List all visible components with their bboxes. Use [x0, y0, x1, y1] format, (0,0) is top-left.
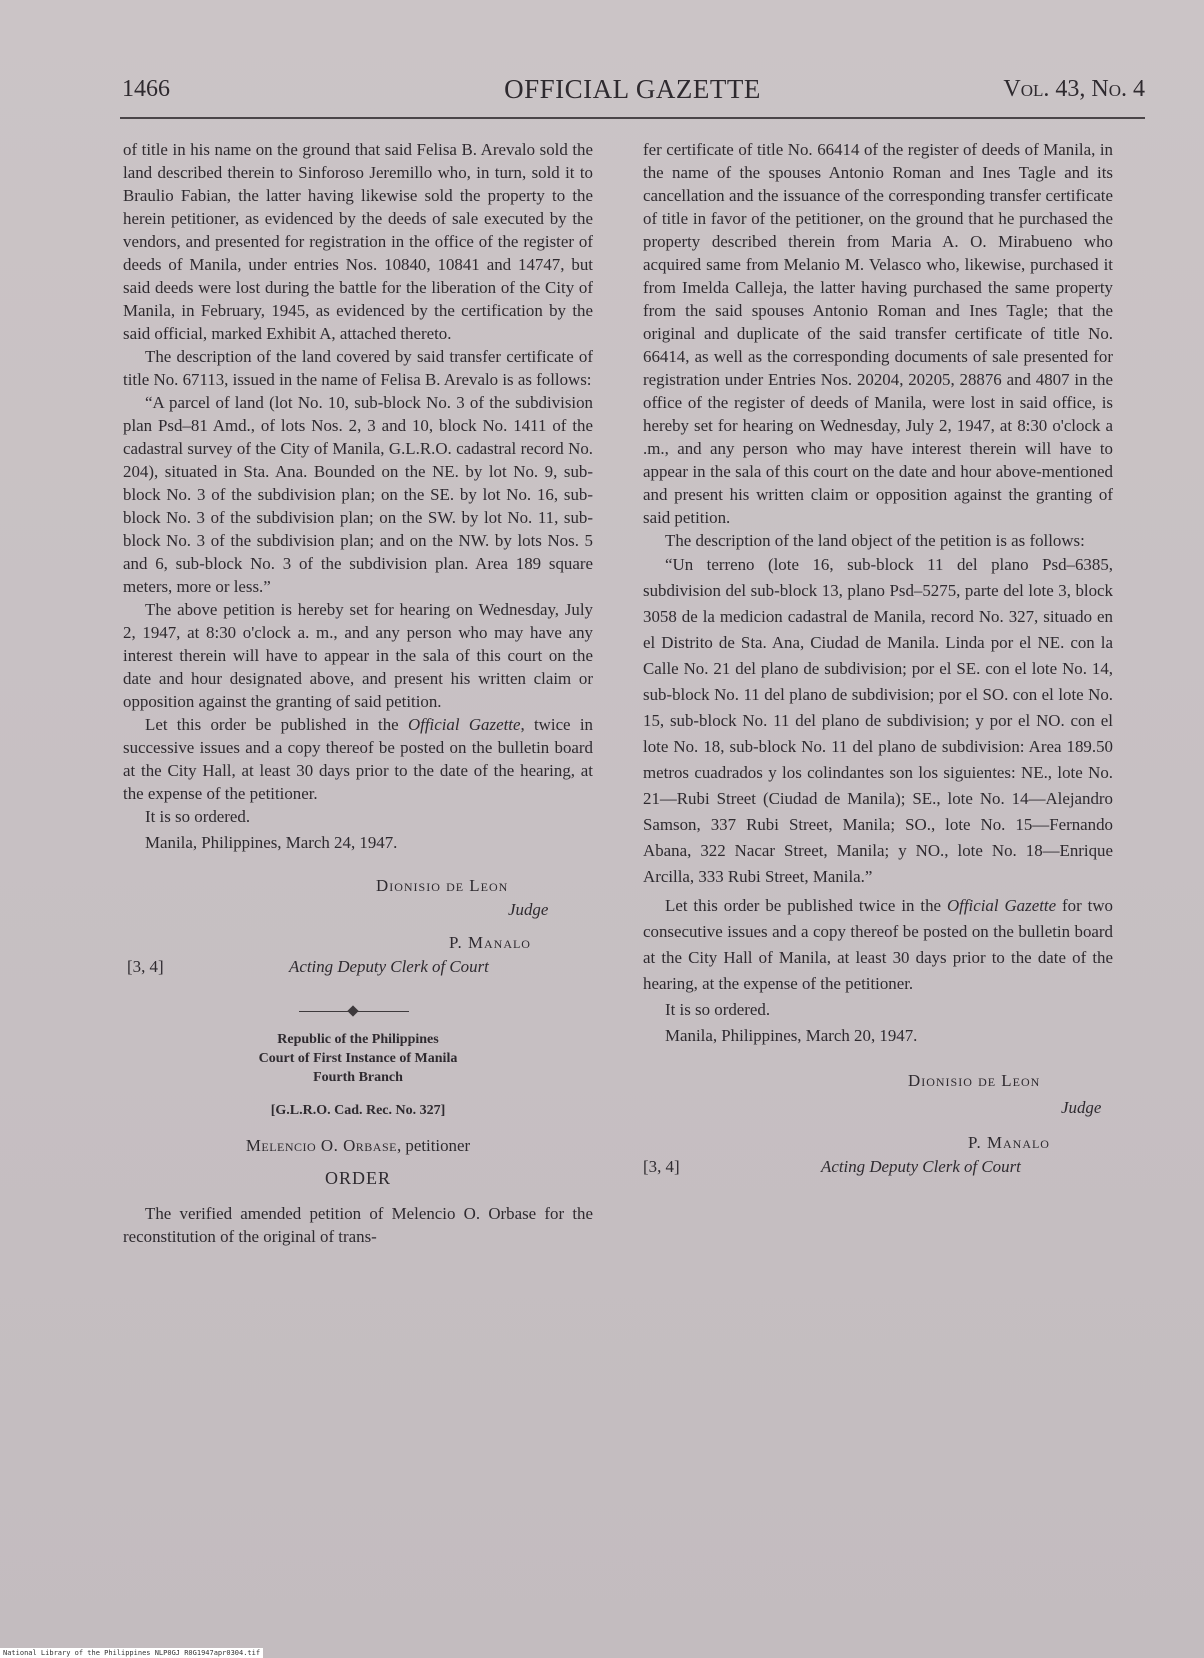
left-paragraph-1: of title in his name on the ground that said Felisa B. Arevalo sold the land described therein to Sinforoso Jeremillo who, in turn, sold it to Braulio Fabian, the latter having likewise sold the property to the herein petitioner, as evidenced by the deeds of sale executed by the vendors, and presented for registration in the office of the register of deeds of Manila, under entries Nos. 10840, 10841 and 14747, but said deeds were lost during the battle for the liberation of the City of Manila, in February, 1945, as evidenced by the certification by the said official, marked Exhibit A, attached thereto.	[123, 140, 593, 343]
issue-reference: [3, 4]	[127, 957, 164, 976]
court-line-3: Fourth Branch	[313, 1070, 403, 1085]
petitioner-role: , petitioner	[396, 1136, 471, 1155]
judge-name: Dionisio de Leon	[908, 1071, 1041, 1090]
scan-source-note: National Library of the Philippines NLP0GJ R0G1947apr0304.tif	[0, 1648, 263, 1658]
issue-reference: [3, 4]	[643, 1157, 680, 1176]
petitioner-name: Melencio O. Orbase	[245, 1136, 397, 1155]
publication-text-b: , twice in successive issues and a copy thereof be posted on the bulletin board at the City Hall, at least 30 days prior to the date of the hearing, at the expense of the petitioner.	[123, 715, 593, 803]
land-description-quote: “A parcel of land (lot No. 10, sub-block No. 3 of the subdivision plan Psd–81 Amd., of lots Nos. 2, 3 and 10, block No. 1411 of the cadastral survey of the City of Manila, G.L.R.O. cadastral record No. 204), situated in Sta. Ana. Bounded on the NE. by lot No. 9, sub-block No. 3 of the subdivision plan; on the SE. by lot No. 16, sub-block No. 3 of the subdivision plan; on the SW. by lot No. 11, sub-block No. 3 of the subdivision plan; and on the NW. by lots Nos. 5 and 6, sub-block No. 3 of the subdivision plan. Area 189 square meters, more or less.”	[123, 393, 593, 596]
publication-text-b: for two consecutive issues and a copy thereof be posted on the bulletin board at the City Hall of Manila, at least 30 days prior to the date of the hearing, at the expense of the petitioner.	[643, 896, 1113, 993]
place-date: Manila, Philippines, March 20, 1947.	[665, 1026, 918, 1045]
divider-diamond-icon	[347, 1005, 358, 1016]
signature-block-right	[643, 1063, 1113, 1201]
court-heading	[123, 1030, 593, 1087]
court-line-1: Republic of the Philippines	[277, 1032, 439, 1047]
judge-title: Judge	[1061, 1098, 1102, 1117]
petition-intro: The verified amended petition of Melencio O. Orbase for the reconstitution of the original of trans-	[123, 1204, 593, 1246]
place-date: Manila, Philippines, March 24, 1947.	[145, 833, 398, 852]
spanish-land-description: “Un terreno (lote 16, sub-block 11 del plano Psd–6385, subdivision del sub-block 13, plano Psd–5275, parte del lote 3, block 3058 de la medicion cadastral de Manila, record No. 327, situado en el Distrito de Sta. Ana, Ciudad de Manila. Linda por el NE. con la Calle No. 21 del plano de subdivision; por el SE. con el lote No. 14, sub-block No. 11 del plano de subdivision; por el SO. con el lote No. 15, sub-block No. 11 del plano de subdivision; y por el NO. con el lote No. 18, sub-block No. 11 del plano de subdivision: Area 189.50 metros cuadrados y los colindantes son los siguientes: NE., lote No. 21—Rubi Street (Ciudad de Manila); SE., lote No. 14—Alejandro Samson, 337 Rubi Street, Manila; SO., lote No. 15—Fernando Abana, 322 Nacar Street, Manila; y NO., lote No. 18—Enrique Arcilla, 333 Rubi Street, Manila.”	[643, 555, 1113, 886]
publication-text-a: Let this order be published in the	[145, 715, 408, 734]
publication-title: OFFICIAL GAZETTE	[504, 74, 761, 104]
right-column	[643, 138, 1113, 1201]
order-heading: ORDER	[324, 1168, 391, 1188]
clerk-title: Acting Deputy Clerk of Court	[289, 957, 489, 976]
page-number: 1466	[122, 76, 170, 102]
header-rule	[120, 117, 1145, 119]
left-paragraph-2: The description of the land covered by said transfer certificate of title No. 67113, issued in the name of Felisa B. Arevalo is as follows:	[123, 347, 593, 389]
right-paragraph-1: fer certificate of title No. 66414 of the register of deeds of Manila, in the name of the spouses Antonio Roman and Ines Tagle and its cancellation and the issuance of the corresponding transfer certificate of title in favor of the petitioner, on the ground that he purchased the property described therein from Maria A. O. Mirabueno who acquired same from Melanio M. Velasco who, likewise, purchased it from Imelda Calleja, the latter having purchased the same property from the said spouses Antonio Roman and Ines Tagle; that the original and duplicate of the said transfer certificate of title No. 66414, as well as the corresponding documents of sale presented for registration under Entries Nos. 20204, 20205, 28876 and 4807 in the office of the register of deeds of Manila, were lost in said office, is hereby set for hearing on Wednesday, July 2, 1947, at 8:30 o'clock a .m., and any person who may have interest therein will have to appear in the sala of this court on the date and hour above-mentioned and present his written claim or opposition against the granting of said petition.	[643, 140, 1113, 527]
left-paragraph-hearing: The above petition is hereby set for hearing on Wednesday, July 2, 1947, at 8:30 o'clock a. m., and any person who may have any interest therein will have to appear in the sala of this court on the date and hour designated above, and present his written claim or opposition against the granting of said petition.	[123, 600, 593, 711]
judge-title: Judge	[508, 900, 549, 919]
clerk-name: P. Manalo	[968, 1133, 1050, 1152]
gazette-name: Official Gazette	[407, 715, 521, 734]
petitioner-line	[123, 1134, 593, 1157]
section-divider	[123, 1000, 593, 1024]
gazette-name: Official Gazette	[946, 896, 1057, 915]
volume-number: Vol. 43, No. 4	[1003, 76, 1145, 102]
page-header	[120, 74, 1145, 114]
case-number: [G.L.R.O. Cad. Rec. No. 327]	[270, 1103, 446, 1118]
signature-block-left	[123, 862, 593, 1000]
clerk-name: P. Manalo	[449, 933, 531, 952]
left-column	[123, 138, 593, 1248]
publication-text-a: Let this order be published twice in the	[665, 896, 947, 915]
so-ordered: It is so ordered.	[665, 1000, 771, 1019]
judge-name: Dionisio de Leon	[376, 876, 509, 895]
left-paragraph-publication	[123, 713, 593, 805]
court-line-2: Court of First Instance of Manila	[258, 1051, 458, 1066]
right-paragraph-2: The description of the land object of the petition is as follows:	[665, 531, 1085, 550]
right-paragraph-publication	[643, 893, 1113, 997]
so-ordered: It is so ordered.	[145, 807, 251, 826]
clerk-title: Acting Deputy Clerk of Court	[821, 1157, 1021, 1176]
